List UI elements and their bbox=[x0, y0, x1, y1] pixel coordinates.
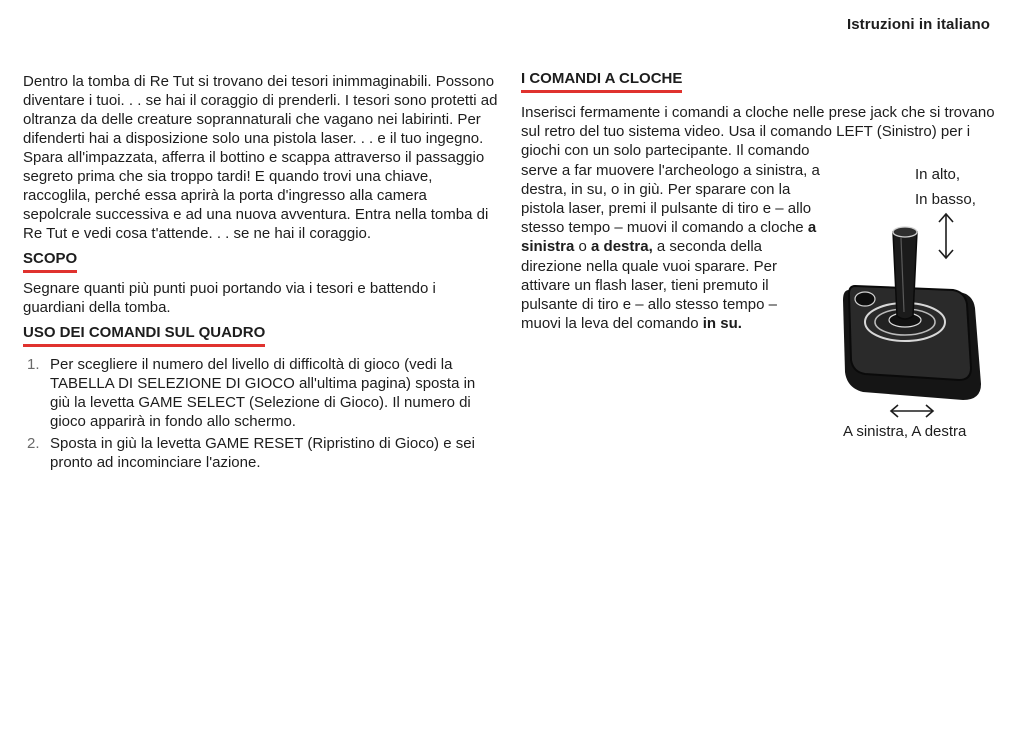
cloche-heading: I COMANDI A CLOCHE bbox=[521, 69, 682, 93]
scopo-heading: SCOPO bbox=[23, 249, 77, 273]
cloche-body-c: a seconda della direzione nella quale vuoi sparare. Per attivare un flash laser, tieni premuto il pulsante di tiro e – allo stesso tempo – muovi la leva del comando bbox=[521, 238, 777, 333]
label-down: In basso, bbox=[915, 191, 976, 208]
cloche-bold-up: in su. bbox=[702, 315, 742, 333]
list-number: 2. bbox=[27, 435, 40, 452]
uso-list bbox=[23, 355, 498, 472]
list-number: 1. bbox=[27, 356, 40, 373]
left-column bbox=[23, 72, 498, 475]
up-down-arrow-icon bbox=[939, 214, 953, 258]
intro-paragraph: Dentro la tomba di Re Tut si trovano dei tesori inimmaginabili. Possono diventare i tuoi. . . se hai il coraggio di prenderli. I tesori sono protetti ad oltranza da delle creature soprannaturali che vagano nei labirinti. Per difenderti hai a disposizione solo una pistola laser. . . e il tuo ingegno. Spara all'impazzata, afferra il bottino e scappa attraverso il passaggio segreto prima che sia troppo tardi! E quando trovi una chiave, raccoglila, perché essa aprirà la porta d'ingresso alla camera sepolcrale successiva e ad una nuova avventura. Entra nella tomba di Re Tut e vedi cosa t'attende. . . se ne hai il coraggio. bbox=[23, 73, 498, 242]
scopo-paragraph: Segnare quanti più punti puoi portando via i tesori e battendo i guardiani della tomba. bbox=[23, 280, 436, 316]
label-up: In alto, bbox=[915, 166, 961, 183]
label-left-right: A sinistra, A destra bbox=[843, 423, 967, 440]
cloche-bold-right: a destra, bbox=[591, 238, 653, 256]
cloche-intro-paragraph: Inserisci fermamente i comandi a cloche nelle prese jack che si trovano sul retro del tuo sistema video. Usa il comando LEFT (Sinistro) per i giochi con un solo partecipante. Il comando bbox=[521, 104, 995, 160]
page-header: Istruzioni in italiano bbox=[846, 16, 990, 33]
list-item bbox=[23, 434, 498, 472]
cloche-body-paragraph bbox=[521, 161, 821, 334]
joystick-diagram bbox=[835, 162, 1010, 452]
cloche-body-a: serve a far muovere l'archeologo a sinistra, a destra, in su, o in giù. Per sparare con la pistola laser, premi il pulsante di tiro e – allo stesso tempo – muovi il comando a cloche bbox=[521, 161, 820, 237]
cloche-bold-left: a sinistra bbox=[521, 219, 817, 256]
list-text: Sposta in giù la levetta GAME RESET (Ripristino di Gioco) e sei pronto ad incominciare l'azione. bbox=[50, 435, 475, 471]
uso-heading: USO DEI COMANDI SUL QUADRO bbox=[23, 323, 265, 347]
left-right-arrow-icon bbox=[891, 405, 933, 417]
list-text: Per scegliere il numero del livello di difficoltà di gioco (vedi la TABELLA DI SELEZIONE DI GIOCO all'ultima pagina) sposta in giù la levetta GAME SELECT (Selezione di Gioco). Il numero di gioco apparirà in fondo allo schermo. bbox=[50, 356, 476, 430]
cloche-body-b: o bbox=[574, 238, 592, 256]
list-item bbox=[23, 355, 498, 431]
